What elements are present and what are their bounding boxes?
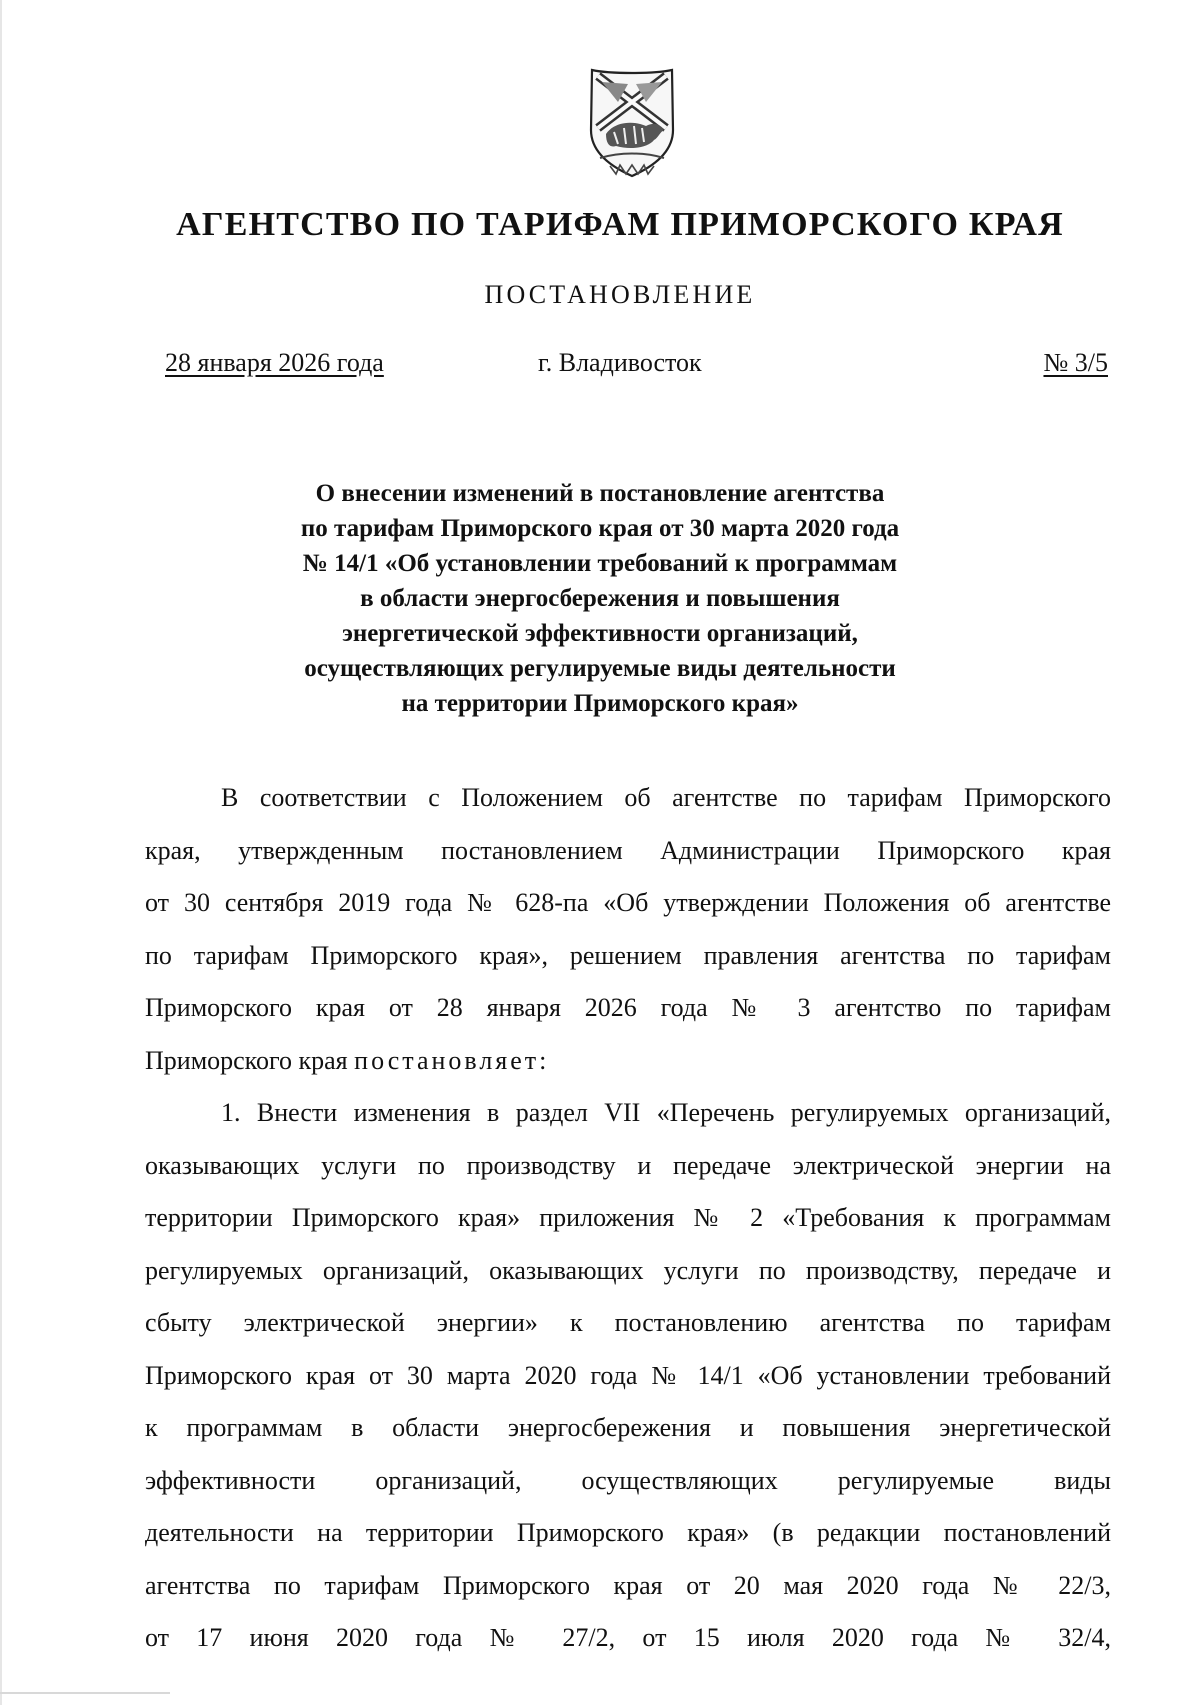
body-line: В соответствии с Положением об агентстве по тарифам Приморского [221,783,1111,812]
body-line: края, утвержденным постановлением Администрации Приморского края [145,835,1111,865]
body-line [145,1035,1111,1088]
document-type: ПОСТАНОВЛЕНИЕ [484,280,756,309]
body-line: эффективности организаций, осуществляющих регулируемые виды [145,1465,1111,1495]
subject-line: в области энергосбережения и повышения [360,585,840,612]
body-line: регулируемых организаций, оказывающих услуги по производству, передаче и [145,1255,1111,1285]
item-1-paragraph [145,1087,1111,1665]
preamble-paragraph [145,772,1111,1087]
body-line: оказывающих услуги по производству и передаче электрической энергии на [145,1150,1111,1180]
body-line: 1. Внести изменения в раздел VII «Перечень регулируемых организаций, [221,1098,1111,1127]
document-body [145,772,1111,1665]
subject-line: № 14/1 «Об установлении требований к программам [302,550,898,577]
body-line: территории Приморского края» приложения № 2 «Требования к программам [145,1203,1111,1232]
body-line: к программам в области энергосбережения и повышения энергетической [145,1413,1111,1442]
document-number: № 3/5 [1043,348,1108,377]
scan-artifact [0,1692,170,1694]
document-date: 28 января 2026 года [165,348,384,377]
subject-line: О внесении изменений в постановление агентства [315,480,885,507]
body-line: сбыту электрической энергии» к постановлению агентства по тарифам [145,1308,1111,1337]
body-line: агентства по тарифам Приморского края от 20 мая 2020 года № 22/3, [145,1570,1111,1600]
body-line: от 30 сентября 2019 года № 628-па «Об утверждении Положения об агентстве [145,888,1111,917]
subject-line: энергетической эффективности организаций, [342,620,858,647]
subject-line: по тарифам Приморского края от 30 марта 2020 года [300,515,900,542]
body-line: Приморского края от 30 марта 2020 года № 14/1 «Об установлении требований [145,1360,1111,1390]
body-line: деятельности на территории Приморского края» (в редакции постановлений [145,1518,1111,1547]
subject-line: осуществляющих регулируемые виды деятельности [304,655,896,682]
preamble-last-text: Приморского края [145,1045,355,1075]
body-line: по тарифам Приморского края», решением правления агентства по тарифам [145,940,1111,970]
subject-line: на территории Приморского края» [401,690,799,717]
body-line: от 17 июня 2020 года № 27/2, от 15 июля 2020 года № 32/4, [145,1623,1111,1652]
coat-of-arms-icon [580,62,684,180]
document-city: г. Владивосток [538,348,702,377]
scan-edge [0,0,2,1705]
document-subject [240,476,960,721]
agency-title: АГЕНТСТВО ПО ТАРИФАМ ПРИМОРСКОГО КРАЯ [176,206,1064,243]
decree-word: постановляет: [354,1045,550,1075]
body-line: Приморского края от 28 января 2026 года № 3 агентство по тарифам [145,993,1111,1022]
